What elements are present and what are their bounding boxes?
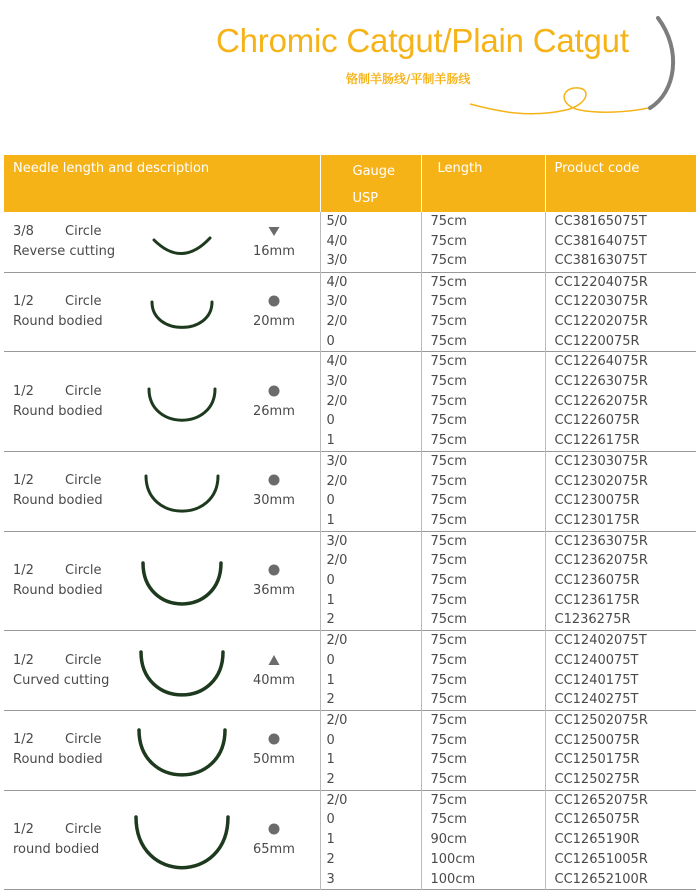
suture-length: 75cm — [430, 812, 467, 828]
needle-description — [13, 820, 102, 860]
needle-body — [143, 563, 221, 604]
needle-circle-label: Circle — [65, 383, 102, 399]
gauge-usp: 5/0 — [326, 214, 348, 229]
needle-curve-icon — [148, 298, 216, 334]
table-row — [4, 272, 696, 352]
product-code-cell — [545, 710, 696, 790]
product-code: CC12302075R — [554, 473, 648, 489]
gauge-usp: 1 — [326, 832, 335, 848]
needle-curvature — [13, 222, 115, 242]
product-code: CC1240075T — [554, 652, 639, 668]
table-row — [4, 451, 696, 531]
needle-description-cell — [4, 531, 320, 631]
product-code: CC1265075R — [554, 812, 640, 828]
gauge-usp: 4/0 — [326, 233, 348, 249]
product-code: CC38163075T — [554, 253, 647, 269]
suture-length: 100cm — [430, 871, 476, 887]
needle-length: 26mm — [253, 403, 295, 419]
suture-length: 75cm — [430, 253, 467, 269]
gauge-usp: 2/0 — [326, 633, 348, 649]
gauge-usp: 3/0 — [326, 374, 348, 390]
gauge-usp: 3/0 — [326, 533, 348, 549]
suture-length-cell — [421, 631, 545, 711]
needle-circle-fraction: 3/8 — [13, 223, 34, 239]
product-code-cell — [545, 631, 696, 711]
gauge-usp: 1 — [326, 672, 335, 688]
needle-circle-label: Circle — [65, 732, 102, 748]
needle-description — [13, 471, 103, 511]
product-table — [4, 155, 696, 890]
needle-circle-label: Circle — [65, 822, 102, 838]
gauge-usp: 0 — [326, 413, 335, 429]
suture-length: 75cm — [430, 393, 467, 409]
needle-point-type: round bodied — [13, 842, 100, 858]
suture-length: 75cm — [430, 672, 467, 688]
needle-circle-label: Circle — [65, 473, 102, 489]
needle-point-type: Round bodied — [13, 752, 103, 768]
needle-curvature — [13, 820, 102, 840]
dot-icon — [267, 563, 281, 577]
product-code: CC12362075R — [554, 553, 648, 569]
gauge-usp: 2/0 — [326, 553, 348, 569]
gauge-usp: 1 — [326, 512, 335, 528]
needle-body — [141, 652, 223, 695]
gauge-usp: 3/0 — [326, 253, 348, 269]
product-code: CC1226075R — [554, 413, 640, 429]
needle-description-cell — [4, 212, 320, 272]
product-code: CC1236175R — [554, 592, 640, 608]
product-code: CC1250175R — [554, 752, 640, 768]
suture-length: 75cm — [430, 692, 467, 708]
suture-length-cell — [421, 451, 545, 531]
product-code: CC12652075R — [554, 792, 648, 808]
suture-length: 100cm — [430, 851, 476, 867]
gauge-usp: 1 — [326, 752, 335, 768]
suture-length: 75cm — [430, 313, 467, 329]
needle-length: 20mm — [253, 313, 295, 329]
suture-length-cell — [421, 272, 545, 352]
triangle-up-icon — [267, 653, 281, 667]
needle-curvature — [13, 651, 109, 671]
product-code: CC12204075R — [554, 274, 648, 290]
suture-length-cell — [421, 790, 545, 890]
gauge-usp-cell — [320, 352, 421, 452]
needle-curvature — [13, 292, 103, 312]
product-code: CC1265190R — [554, 832, 640, 848]
product-code: CC12363075R — [554, 533, 648, 549]
product-code-cell — [545, 790, 696, 890]
suture-length: 75cm — [430, 493, 467, 509]
dot-icon — [267, 294, 281, 308]
page-header — [0, 0, 700, 150]
product-code: CC1230075R — [554, 493, 640, 509]
needle-point-type: Round bodied — [13, 313, 103, 329]
gauge-usp: 2 — [326, 612, 335, 628]
suture-length: 75cm — [430, 592, 467, 608]
product-code-cell — [545, 212, 696, 272]
needle-description — [13, 730, 103, 770]
product-code-cell — [545, 272, 696, 352]
gauge-usp: 3/0 — [326, 453, 348, 469]
needle-length: 16mm — [253, 243, 295, 259]
gauge-usp: 0 — [326, 493, 335, 509]
needle-description — [13, 651, 109, 691]
needle-curve-icon — [142, 472, 222, 518]
product-code: CC1250275R — [554, 772, 640, 788]
gauge-usp: 2 — [326, 772, 335, 788]
product-code: CC38164075T — [554, 233, 647, 249]
needle-circle-label: Circle — [65, 293, 102, 309]
gauge-usp: 2/0 — [326, 473, 348, 489]
needle-curvature — [13, 561, 103, 581]
gauge-usp: 1 — [326, 433, 335, 449]
needle-curve-icon — [137, 648, 227, 702]
product-code-cell — [545, 451, 696, 531]
suture-length-cell — [421, 710, 545, 790]
gauge-usp: 2/0 — [326, 792, 348, 808]
needle-body — [139, 730, 225, 775]
product-code: CC1226175R — [554, 433, 640, 449]
table-header-row — [4, 155, 696, 212]
gauge-usp: 0 — [326, 812, 335, 828]
needle-description — [13, 561, 103, 601]
product-code: CC1220075R — [554, 333, 640, 349]
needle-body — [146, 476, 218, 511]
needle-body — [152, 302, 212, 327]
suture-length: 75cm — [430, 274, 467, 290]
gauge-usp: 3/0 — [326, 294, 348, 310]
suture-length-cell — [421, 352, 545, 452]
needle-length: 30mm — [253, 493, 295, 509]
suture-length: 75cm — [430, 233, 467, 249]
needle-description-cell — [4, 790, 320, 890]
suture-length: 75cm — [430, 533, 467, 549]
suture-length: 75cm — [430, 294, 467, 310]
suture-length: 75cm — [430, 633, 467, 649]
gauge-usp: 3 — [326, 871, 335, 887]
needle-body — [136, 817, 228, 868]
needle-circle-label: Circle — [65, 652, 102, 668]
needle-description-cell — [4, 352, 320, 452]
gauge-usp: 0 — [326, 732, 335, 748]
suture-length: 75cm — [430, 214, 467, 229]
suture-length: 75cm — [430, 573, 467, 589]
needle-curve-icon — [135, 726, 229, 782]
gauge-usp: 2 — [326, 851, 335, 867]
suture-length: 75cm — [430, 612, 467, 628]
suture-length: 75cm — [430, 333, 467, 349]
product-code: CC12202075R — [554, 313, 648, 329]
gauge-usp-cell — [320, 790, 421, 890]
gauge-usp: 0 — [326, 333, 335, 349]
suture-length-cell — [421, 531, 545, 631]
product-code: CC12263075R — [554, 374, 648, 390]
needle-curve-icon — [132, 813, 232, 875]
needle-body — [149, 389, 215, 420]
gauge-usp: 2/0 — [326, 712, 348, 728]
needle-length: 40mm — [253, 672, 295, 688]
gauge-usp-cell — [320, 631, 421, 711]
product-code: CC1230175R — [554, 512, 640, 528]
table-row — [4, 531, 696, 631]
page-subtitle: 铬制羊肠线/平制羊肠线 — [346, 72, 471, 86]
product-code: CC1250075R — [554, 732, 640, 748]
needle-body — [154, 238, 210, 254]
suture-length: 75cm — [430, 453, 467, 469]
needle-description-cell — [4, 631, 320, 711]
suture-length: 75cm — [430, 652, 467, 668]
gauge-header-line2: USP — [352, 191, 379, 206]
product-code-cell — [545, 352, 696, 452]
gauge-header-line1: Gauge — [352, 164, 396, 179]
needle-description — [13, 382, 103, 422]
dot-icon — [267, 384, 281, 398]
needle-description-cell — [4, 272, 320, 352]
needle-description-cell — [4, 451, 320, 531]
gauge-usp: 1 — [326, 592, 335, 608]
needle-point-type: Reverse cutting — [13, 243, 116, 259]
needle-curvature — [13, 730, 103, 750]
needle-circle-fraction: 1/2 — [13, 293, 34, 309]
product-code: CC12264075R — [554, 354, 648, 370]
product-code: CC12652100R — [554, 871, 648, 887]
product-code: CC1240275T — [554, 692, 639, 708]
gauge-usp-cell — [320, 531, 421, 631]
product-code: CC12303075R — [554, 453, 648, 469]
needle-length: 50mm — [253, 752, 295, 768]
table-row — [4, 790, 696, 890]
suture-length: 75cm — [430, 473, 467, 489]
needle-circle-fraction: 1/2 — [13, 732, 34, 748]
suture-length: 75cm — [430, 772, 467, 788]
needle-curve-icon — [150, 234, 214, 258]
suture-length: 90cm — [430, 832, 467, 848]
gauge-usp: 2/0 — [326, 393, 348, 409]
needle-circle-fraction: 1/2 — [13, 822, 34, 838]
column-header-product-code: Product code — [545, 155, 696, 212]
needle-curvature — [13, 382, 103, 402]
table-row — [4, 352, 696, 452]
suture-length: 75cm — [430, 732, 467, 748]
needle-point-type: Round bodied — [13, 403, 103, 419]
product-code-cell — [545, 531, 696, 631]
product-code: CC12651005R — [554, 851, 648, 867]
suture-length: 75cm — [430, 512, 467, 528]
product-code: CC12402075T — [554, 633, 647, 649]
suture-length: 75cm — [430, 712, 467, 728]
column-header-description: Needle length and description — [4, 155, 320, 212]
needle-curvature — [13, 471, 103, 491]
needle-circle-label: Circle — [65, 562, 102, 578]
suture-length: 75cm — [430, 553, 467, 569]
needle-length: 36mm — [253, 582, 295, 598]
product-code: CC1236075R — [554, 573, 640, 589]
gauge-usp: 0 — [326, 652, 335, 668]
gauge-usp: 4/0 — [326, 274, 348, 290]
needle-length: 65mm — [253, 842, 295, 858]
table-row — [4, 710, 696, 790]
gauge-usp: 0 — [326, 573, 335, 589]
gauge-usp: 2 — [326, 692, 335, 708]
table-row — [4, 631, 696, 711]
product-code: CC12262075R — [554, 393, 648, 409]
needle-point-type: Curved cutting — [13, 672, 110, 688]
gauge-usp-cell — [320, 710, 421, 790]
gauge-usp: 2/0 — [326, 313, 348, 329]
triangle-down-icon — [267, 224, 281, 238]
product-code: CC12203075R — [554, 294, 648, 310]
product-code: CC12502075R — [554, 712, 648, 728]
needle-circle-label: Circle — [65, 223, 102, 239]
gauge-usp: 4/0 — [326, 354, 348, 370]
gauge-usp-cell — [320, 212, 421, 272]
needle-point-type: Round bodied — [13, 493, 103, 509]
needle-circle-fraction: 1/2 — [13, 473, 34, 489]
suture-length: 75cm — [430, 413, 467, 429]
dot-icon — [267, 473, 281, 487]
needle-point-type: Round bodied — [13, 582, 103, 598]
dot-icon — [267, 732, 281, 746]
suture-length: 75cm — [430, 354, 467, 370]
table-row — [4, 212, 696, 272]
needle-circle-fraction: 1/2 — [13, 562, 34, 578]
needle-circle-fraction: 1/2 — [13, 652, 34, 668]
product-code: CC1240175T — [554, 672, 639, 688]
needle-description — [13, 292, 103, 332]
gauge-usp-cell — [320, 451, 421, 531]
dot-icon — [267, 822, 281, 836]
needle-description — [13, 222, 115, 262]
needle-curve-icon — [139, 559, 225, 611]
column-header-gauge — [320, 155, 421, 212]
suture-length: 75cm — [430, 792, 467, 808]
page-title: Chromic Catgut/Plain Catgut — [216, 22, 629, 59]
product-code: C1236275R — [554, 612, 631, 628]
suture-length: 75cm — [430, 374, 467, 390]
suture-length: 75cm — [430, 433, 467, 449]
column-header-length: Length — [421, 155, 545, 212]
needle-circle-fraction: 1/2 — [13, 383, 34, 399]
gauge-usp-cell — [320, 272, 421, 352]
needle-description-cell — [4, 710, 320, 790]
product-code: CC38165075T — [554, 214, 647, 229]
suture-length: 75cm — [430, 752, 467, 768]
suture-length-cell — [421, 212, 545, 272]
needle-curve-icon — [145, 385, 219, 427]
